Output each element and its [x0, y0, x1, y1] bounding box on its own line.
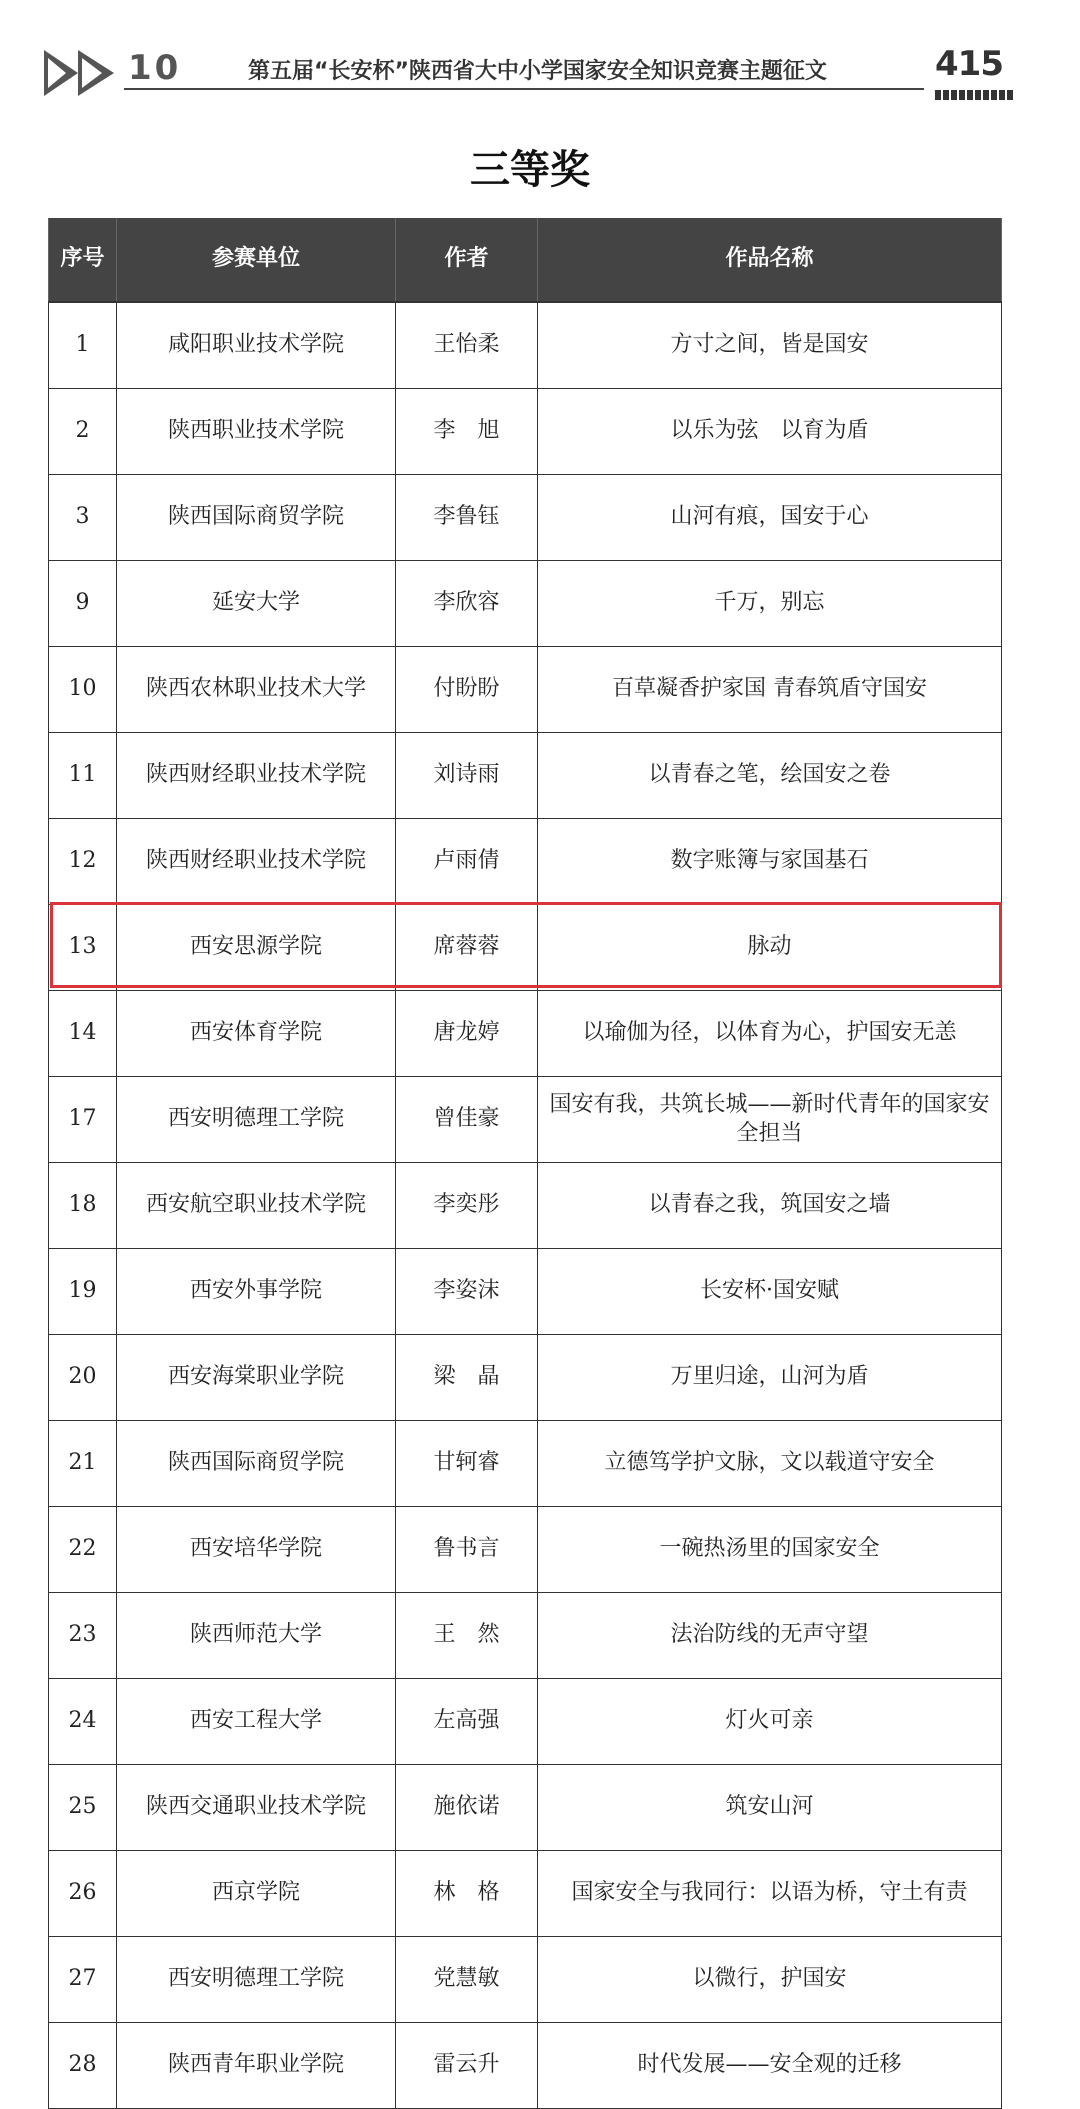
author-name: 李欣容: [396, 561, 538, 646]
page-header: [0, 0, 1080, 120]
table-row: [48, 561, 1002, 647]
work-title: 以乐为弦 以育为盾: [538, 389, 1002, 474]
row-number: 21: [48, 1421, 117, 1506]
table-row: [48, 1077, 1002, 1163]
section-title: 三等奖: [470, 147, 590, 193]
participant-unit: 西安思源学院: [117, 905, 396, 990]
participant-unit: 咸阳职业技术学院: [117, 303, 396, 388]
row-number: 19: [48, 1249, 117, 1334]
participant-unit: 西安工程大学: [117, 1679, 396, 1764]
row-number: 20: [48, 1335, 117, 1420]
author-name: 李奕彤: [396, 1163, 538, 1248]
participant-unit: 陕西师范大学: [117, 1593, 396, 1678]
table-row: [48, 647, 1002, 733]
logo-bar: [935, 90, 1015, 100]
participant-unit: 西京学院: [117, 1851, 396, 1936]
author-name: 梁 晶: [396, 1335, 538, 1420]
table-header-row: [48, 218, 1002, 302]
table-row: [48, 475, 1002, 561]
column-header: 序号: [48, 218, 117, 301]
row-number: 17: [48, 1077, 117, 1162]
table-row: [48, 1421, 1002, 1507]
work-title: 国家安全与我同行：以语为桥，守土有责: [538, 1851, 1002, 1936]
author-name: 甘轲睿: [396, 1421, 538, 1506]
row-number: 23: [48, 1593, 117, 1678]
work-title: 立德笃学护文脉，文以载道守安全: [538, 1421, 1002, 1506]
participant-unit: 陕西农林职业技术大学: [117, 647, 396, 732]
row-number: 14: [48, 991, 117, 1076]
participant-unit: 西安航空职业技术学院: [117, 1163, 396, 1248]
column-header: 参赛单位: [117, 218, 396, 301]
row-number: 24: [48, 1679, 117, 1764]
participant-unit: 西安培华学院: [117, 1507, 396, 1592]
table-row: [48, 1679, 1002, 1765]
author-name: 李 旭: [396, 389, 538, 474]
work-title: 数字账簿与家国基石: [538, 819, 1002, 904]
author-name: 唐龙婷: [396, 991, 538, 1076]
table-row: [48, 991, 1002, 1077]
page-number: 10: [128, 48, 182, 88]
row-number: 3: [48, 475, 117, 560]
work-title: 以青春之我，筑国安之墙: [538, 1163, 1002, 1248]
row-number: 27: [48, 1937, 117, 2022]
work-title: 灯火可亲: [538, 1679, 1002, 1764]
work-title: 以青春之笔，绘国安之卷: [538, 733, 1002, 818]
header-title: 第五届“长安杯”陕西省大中小学国家安全知识竞赛主题征文: [248, 59, 827, 84]
column-header: 作品名称: [538, 218, 1002, 301]
author-name: 李姿沫: [396, 1249, 538, 1334]
table-body: [48, 302, 1002, 2109]
row-number: 18: [48, 1163, 117, 1248]
work-title: 百草凝香护家国 青春筑盾守国安: [538, 647, 1002, 732]
row-number: 25: [48, 1765, 117, 1850]
participant-unit: 西安明德理工学院: [117, 1937, 396, 2022]
work-title: 脉动: [538, 905, 1002, 990]
work-title: 万里归途，山河为盾: [538, 1335, 1002, 1420]
table-row: [48, 1507, 1002, 1593]
author-name: 曾佳豪: [396, 1077, 538, 1162]
work-title: 以瑜伽为径，以体育为心，护国安无恙: [538, 991, 1002, 1076]
table-row: [48, 303, 1002, 389]
author-name: 李鲁钰: [396, 475, 538, 560]
table-row: [48, 733, 1002, 819]
row-number: 2: [48, 389, 117, 474]
awards-table: [48, 218, 1002, 2109]
table-row: [48, 1163, 1002, 1249]
table-row: [48, 1249, 1002, 1335]
table-row: [48, 2023, 1002, 2109]
row-number: 26: [48, 1851, 117, 1936]
table-row: [48, 1851, 1002, 1937]
author-name: 林 格: [396, 1851, 538, 1936]
double-arrow-icon: [44, 48, 122, 98]
author-name: 党慧敏: [396, 1937, 538, 2022]
author-name: 王 然: [396, 1593, 538, 1678]
row-number: 28: [48, 2023, 117, 2108]
work-title: 筑安山河: [538, 1765, 1002, 1850]
participant-unit: 陕西职业技术学院: [117, 389, 396, 474]
table-row: [48, 1593, 1002, 1679]
participant-unit: 西安体育学院: [117, 991, 396, 1076]
author-name: 卢雨倩: [396, 819, 538, 904]
table-row: [48, 819, 1002, 905]
participant-unit: 陕西财经职业技术学院: [117, 733, 396, 818]
work-title: 方寸之间，皆是国安: [538, 303, 1002, 388]
row-number: 22: [48, 1507, 117, 1592]
author-name: 席蓉蓉: [396, 905, 538, 990]
row-number: 1: [48, 303, 117, 388]
work-title: 一碗热汤里的国家安全: [538, 1507, 1002, 1592]
work-title: 国安有我，共筑长城——新时代青年的国家安全担当: [538, 1077, 1002, 1162]
author-name: 王怡柔: [396, 303, 538, 388]
row-number: 12: [48, 819, 117, 904]
work-title: 千万，别忘: [538, 561, 1002, 646]
table-row: [48, 1335, 1002, 1421]
participant-unit: 陕西交通职业技术学院: [117, 1765, 396, 1850]
author-name: 雷云升: [396, 2023, 538, 2108]
participant-unit: 延安大学: [117, 561, 396, 646]
logo: [935, 44, 1015, 108]
row-number: 13: [48, 905, 117, 990]
table-row: [48, 1937, 1002, 2023]
table-row: [48, 905, 1002, 991]
participant-unit: 陕西国际商贸学院: [117, 475, 396, 560]
column-header: 作者: [396, 218, 538, 301]
author-name: 鲁书言: [396, 1507, 538, 1592]
participant-unit: 陕西财经职业技术学院: [117, 819, 396, 904]
work-title: 法治防线的无声守望: [538, 1593, 1002, 1678]
participant-unit: 西安海棠职业学院: [117, 1335, 396, 1420]
author-name: 左高强: [396, 1679, 538, 1764]
work-title: 时代发展——安全观的迁移: [538, 2023, 1002, 2108]
participant-unit: 陕西国际商贸学院: [117, 1421, 396, 1506]
work-title: 以微行，护国安: [538, 1937, 1002, 2022]
author-name: 施依诺: [396, 1765, 538, 1850]
table-row: [48, 1765, 1002, 1851]
row-number: 9: [48, 561, 117, 646]
author-name: 付盼盼: [396, 647, 538, 732]
author-name: 刘诗雨: [396, 733, 538, 818]
work-title: 长安杯·国安赋: [538, 1249, 1002, 1334]
participant-unit: 西安外事学院: [117, 1249, 396, 1334]
table-row: [48, 389, 1002, 475]
row-number: 11: [48, 733, 117, 818]
participant-unit: 陕西青年职业学院: [117, 2023, 396, 2108]
row-number: 10: [48, 647, 117, 732]
participant-unit: 西安明德理工学院: [117, 1077, 396, 1162]
work-title: 山河有痕，国安于心: [538, 475, 1002, 560]
logo-text: 415: [935, 44, 1003, 84]
header-divider: [124, 88, 924, 90]
